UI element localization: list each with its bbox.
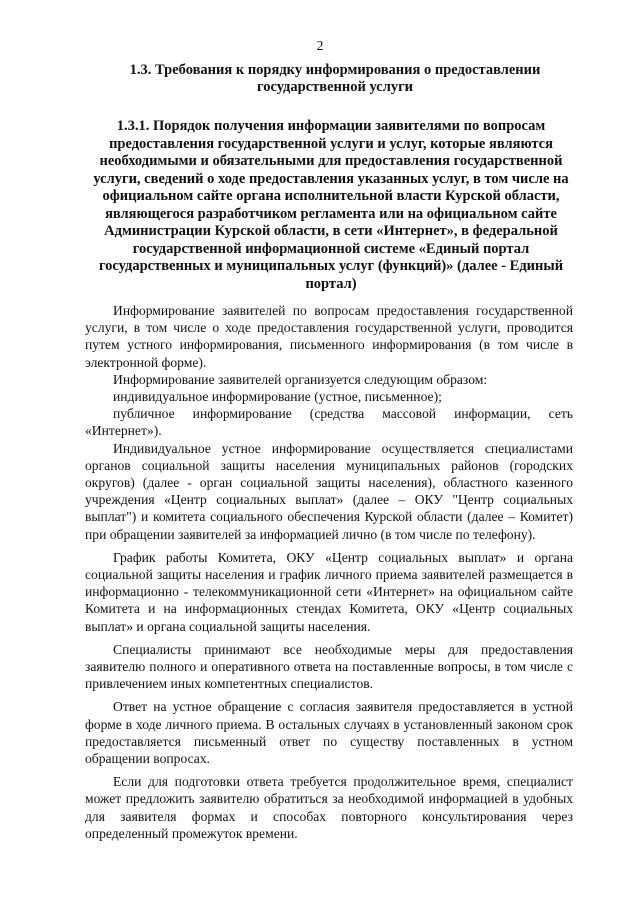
section-title: 1.3. Требования к порядку информирования о предоставлении государственной услуги [129,62,541,95]
subsection-title: 1.3.1. Порядок получения информации заявителями по вопросам предоставления государственной услуги и услуг, которые являются необходимыми и обязательными для предоставления государственной услуги, сведений о ходе предоставления указанных услуг, в том числе на официальном сайте органа исполнительной власти Курской области, являющегося разработчиком регламента или на официальном сайте Администрации Курской области, в сети «Интернет», в федеральной государственной информационной системе «Единый портал государственных и муниципальных услуг (функций)» (далее - Единый портал) [93,118,569,292]
paragraph: Если для подготовки ответа требуется продолжительное время, специалист может предложить заявителю обратиться за необходимой информацией в удобных для заявителя формах и способах повторного консультирования через определенный промежуток времени. [85,774,573,841]
paragraph: публичное информирование (средства массовой информации, сеть «Интернет»). [85,406,573,439]
paragraph: Информирование заявителей по вопросам предоставления государственной услуги, в том числе о ходе предоставления государственной услуги, проводится путем устного информирования, письменного информирования (в том числе в электронной форме). [85,303,573,370]
paragraph: График работы Комитета, ОКУ «Центр социальных выплат» и органа социальной защиты населения и график личного приема заявителей размещается в информационно - телекоммуникационной сети «Интернет» на официальном сайте Комитета и на информационных стендах Комитета, ОКУ «Центр социальных выплат» и органа социальной защиты населения. [85,549,573,634]
paragraph: Ответ на устное обращение с согласия заявителя предоставляется в устной форме в ходе личного приема. В остальных случаях в установленный законом срок предоставляется письменный ответ по существу поставленных в устном обращении вопросах. [85,699,573,767]
page-number: 2 [316,38,324,53]
paragraph: индивидуальное информирование (устное, письменное); [113,389,442,405]
body-text [85,302,573,842]
paragraph: Индивидуальное устное информирование осуществляется специалистами органов социальной защиты населения муниципальных районов (городских округов) (далее - орган социальной защиты населения), областного казенного учреждения «Центр социальных выплат» (далее – ОКУ "Центр социальных выплат") и комитета социального обеспечения Курской области (далее – Комитет) при обращении заявителей за информацией лично (в том числе по телефону). [85,440,573,542]
paragraph: Специалисты принимают все необходимые меры для предоставления заявителю полного и оперативного ответа на поставленные вопросы, в том числе с привлечением иных компетентных специалистов. [85,641,573,692]
paragraph: Информирование заявителей организуется следующим образом: [113,371,488,387]
